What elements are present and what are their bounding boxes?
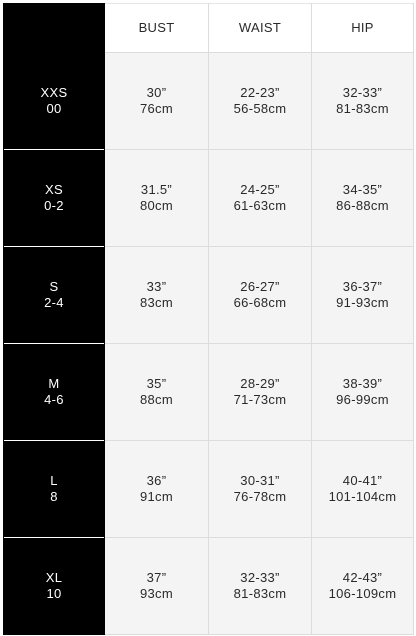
size-number: 10 xyxy=(46,586,62,602)
header-row xyxy=(4,4,414,53)
size-number: 00 xyxy=(46,101,62,116)
bust-cell xyxy=(105,247,209,344)
hip-cell xyxy=(312,538,414,635)
bust-cell xyxy=(105,538,209,635)
hip-cm: 106-109cm xyxy=(328,586,397,601)
size-number: 0-2 xyxy=(44,198,64,213)
hip-cell xyxy=(312,53,414,150)
bust-inches: 31.5” xyxy=(140,182,173,197)
bust-cell xyxy=(105,441,209,538)
bust-inches: 30” xyxy=(146,85,167,100)
table-row xyxy=(4,344,414,441)
waist-cell xyxy=(209,53,312,150)
bust-inches: 33” xyxy=(146,279,167,294)
hip-cm: 81-83cm xyxy=(336,101,389,116)
waist-inches: 26-27” xyxy=(240,279,280,294)
size-number: 2-4 xyxy=(44,295,64,310)
size-letter: L xyxy=(50,473,58,488)
hip-inches: 38-39” xyxy=(342,376,383,391)
bust-cm: 93cm xyxy=(140,586,173,601)
size-label-cell xyxy=(4,344,105,441)
bust-cm: 88cm xyxy=(140,392,173,407)
waist-cm: 81-83cm xyxy=(233,586,287,601)
waist-inches: 28-29” xyxy=(240,376,280,391)
waist-inches: 32-33” xyxy=(240,570,280,585)
size-label-cell xyxy=(4,53,105,150)
size-letter: XS xyxy=(45,182,63,197)
bust-cm: 83cm xyxy=(140,295,173,310)
bust-cell xyxy=(105,53,209,150)
hip-cell xyxy=(312,441,414,538)
table-row xyxy=(4,441,414,538)
hip-cm: 91-93cm xyxy=(336,295,389,310)
hip-inches: 32-33” xyxy=(342,85,383,100)
bust-inches: 36” xyxy=(146,473,167,488)
hip-inches: 34-35” xyxy=(342,182,383,197)
hip-cm: 96-99cm xyxy=(336,392,389,407)
waist-cell xyxy=(209,441,312,538)
column-header-bust: BUST xyxy=(105,4,209,53)
waist-cell xyxy=(209,150,312,247)
hip-cell xyxy=(312,344,414,441)
waist-inches: 30-31” xyxy=(240,473,280,488)
bust-cm: 76cm xyxy=(140,101,173,116)
hip-inches: 42-43” xyxy=(342,570,383,585)
size-label-cell xyxy=(4,538,105,635)
column-header-hip: HIP xyxy=(312,4,414,53)
size-number: 4-6 xyxy=(44,392,64,407)
hip-cell xyxy=(312,150,414,247)
size-label-cell xyxy=(4,150,105,247)
table-row xyxy=(4,538,414,635)
waist-inches: 22-23” xyxy=(240,85,280,100)
waist-cm: 71-73cm xyxy=(233,392,287,407)
waist-cm: 76-78cm xyxy=(233,489,287,504)
size-letter: XXS xyxy=(40,85,68,100)
hip-cm: 101-104cm xyxy=(328,489,397,504)
table-row xyxy=(4,150,414,247)
size-chart xyxy=(3,3,413,634)
hip-inches: 36-37” xyxy=(342,279,383,294)
waist-cell xyxy=(209,247,312,344)
waist-cell xyxy=(209,344,312,441)
waist-inches: 24-25” xyxy=(240,182,280,197)
size-letter: S xyxy=(49,279,59,294)
bust-cm: 80cm xyxy=(140,198,173,213)
bust-cell xyxy=(105,150,209,247)
waist-cm: 56-58cm xyxy=(233,101,287,116)
size-number: 8 xyxy=(50,489,58,504)
size-table xyxy=(3,3,414,635)
size-letter: XL xyxy=(45,570,63,586)
table-row xyxy=(4,53,414,150)
bust-cm: 91cm xyxy=(140,489,173,504)
hip-cm: 86-88cm xyxy=(336,198,389,213)
bust-inches: 37” xyxy=(146,570,167,585)
waist-cm: 66-68cm xyxy=(233,295,287,310)
hip-inches: 40-41” xyxy=(342,473,383,488)
size-label-cell xyxy=(4,247,105,344)
size-label-cell xyxy=(4,441,105,538)
hip-cell xyxy=(312,247,414,344)
column-header-waist: WAIST xyxy=(209,4,312,53)
table-row xyxy=(4,247,414,344)
bust-cell xyxy=(105,344,209,441)
size-letter: M xyxy=(48,376,60,391)
waist-cell xyxy=(209,538,312,635)
bust-inches: 35” xyxy=(146,376,167,391)
waist-cm: 61-63cm xyxy=(233,198,287,213)
corner-cell xyxy=(4,4,105,53)
